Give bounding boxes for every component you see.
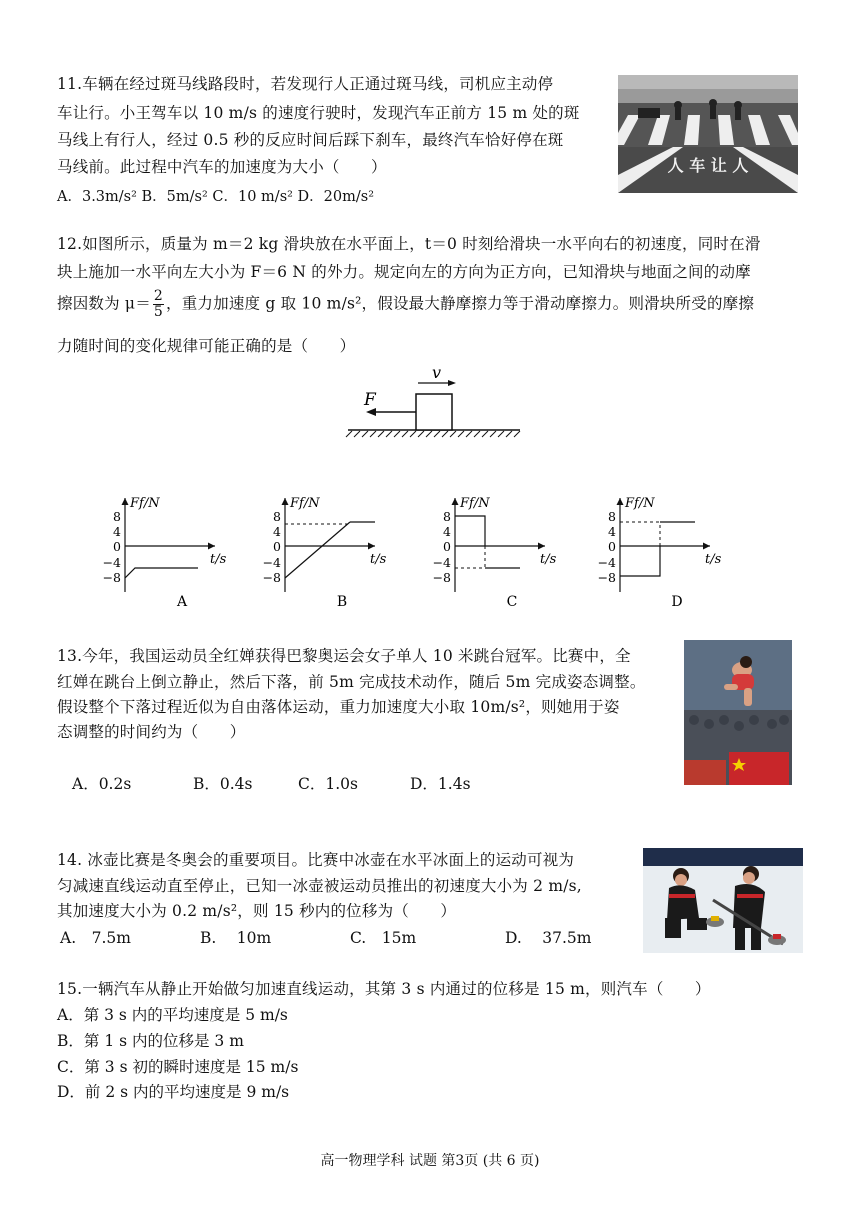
q11-line-3: 马线上有行人，经过 0.5 秒的反应时间后踩下刹车，最终汽车恰好停在斑 (57, 131, 564, 149)
q14-line-3: 其加速度大小为 0.2 m/s²，则 15 秒内的位移为（ ） (57, 902, 457, 920)
graph-a-tick-0: 0 (113, 539, 121, 554)
velocity-label: v (432, 363, 442, 382)
friction-graphs (90, 490, 740, 615)
q11-options: A．3.3m/s² B．5m/s² C．10 m/s² D．20m/s² (57, 189, 375, 205)
graph-c-tick-m8: −8 (432, 570, 451, 585)
graph-b-xlabel: t/s (370, 552, 387, 567)
graph-b-label: B (336, 594, 348, 610)
graph-c-xlabel: t/s (540, 552, 557, 567)
graph-d-tick-m8: −8 (597, 570, 616, 585)
q11-line-4: 马线前。此过程中汽车的加速度为大小（ ） (57, 158, 387, 176)
q11-line-1: 11.车辆在经过斑马线路段时，若发现行人正通过斑马线，司机应主动停 (57, 75, 554, 93)
q13-line-1: 13.今年，我国运动员全红婵获得巴黎奥运会女子单人 10 米跳台冠军。比赛中，全 (57, 647, 631, 665)
graph-c-tick-8: 8 (443, 509, 451, 524)
q13-line-4: 态调整的时间约为（ ） (57, 723, 246, 741)
graph-b-tick-m8: −8 (262, 570, 281, 585)
slider-block (416, 394, 452, 430)
block-force-diagram (340, 360, 530, 440)
q13-option-d: D．1.4s (410, 775, 471, 793)
graph-c-tick-4: 4 (443, 524, 451, 539)
graph-d-label: D (671, 594, 683, 610)
q15-option-c: C．第 3 s 初的瞬时速度是 15 m/s (57, 1058, 299, 1076)
graph-a (103, 496, 227, 610)
diver-photo (684, 640, 792, 785)
q12-line-3-rest: ，重力加速度 g 取 10 m/s²，假设最大静摩擦力等于滑动摩擦力。则滑块所受的摩擦 (166, 294, 755, 313)
graph-c-tick-0: 0 (443, 539, 451, 554)
q13-line-3: 假设整个下落过程近似为自由落体运动，重力加速度大小取 10m/s²，则她用于姿 (57, 698, 620, 716)
graph-d-xlabel: t/s (705, 552, 722, 567)
graph-c (433, 496, 557, 610)
q12-line-2: 块上施加一水平向左大小为 F＝6 N 的外力。规定向左的方向为正方向，已知滑块与地面之间的动摩 (57, 263, 751, 281)
q13-option-b: B．0.4s (193, 775, 253, 793)
graph-b-tick-4: 4 (273, 524, 281, 539)
q13-option-c: C．1.0s (298, 775, 358, 793)
graph-c-tick-m4: −4 (432, 555, 451, 570)
q11-line-2: 车让行。小王驾车以 10 m/s 的速度行驶时，发现汽车正前方 15 m 处的斑 (57, 104, 580, 122)
q12-line-3 (57, 289, 754, 320)
q15-option-a: A．第 3 s 内的平均速度是 5 m/s (57, 1006, 288, 1024)
graph-a-tick-8: 8 (113, 509, 121, 524)
graph-b-tick-m4: −4 (262, 555, 281, 570)
q14-option-d: D. 37.5m (505, 929, 592, 947)
graph-a-xlabel: t/s (210, 552, 227, 567)
graph-d-tick-8: 8 (608, 509, 616, 524)
q15-stem: 15.一辆汽车从静止开始做匀加速直线运动，其第 3 s 内通过的位移是 15 m，则汽车（ ） (57, 980, 711, 998)
graph-d-tick-4: 4 (608, 524, 616, 539)
crosswalk-photo (618, 75, 798, 193)
page-footer: 高一物理学科 试题 第3页 (共 6 页) (320, 1153, 540, 1169)
frac-numerator: 2 (153, 288, 164, 304)
graph-b (263, 496, 387, 610)
q12-line-1: 12.如图所示，质量为 m＝2 kg 滑块放在水平面上，t＝0 时刻给滑块一水平向右的初速度，同时在滑 (57, 235, 761, 253)
graph-a-tick-m8: −8 (102, 570, 121, 585)
mu-fraction (153, 289, 164, 320)
graph-a-ylabel: Ff/N (130, 496, 160, 511)
q14-line-2: 匀减速直线运动直至停止，已知一冰壶被运动员推出的初速度大小为 2 m/s, (57, 877, 582, 895)
force-label: F (364, 390, 376, 410)
q14-line-1: 14. 冰壶比赛是冬奥会的重要项目。比赛中冰壶在水平冰面上的运动可视为 (57, 851, 575, 869)
graph-d-tick-m4: −4 (597, 555, 616, 570)
q15-option-d: D．前 2 s 内的平均速度是 9 m/s (57, 1083, 290, 1101)
graph-a-tick-4: 4 (113, 524, 121, 539)
graph-d-ylabel: Ff/N (625, 496, 655, 511)
q14-option-a: A. 7.5m (60, 929, 131, 947)
graph-b-tick-8: 8 (273, 509, 281, 524)
graph-c-ylabel: Ff/N (460, 496, 490, 511)
q12-mu-text: 擦因数为 μ＝ (57, 294, 151, 313)
graph-d (598, 496, 722, 610)
q13-line-2: 红婵在跳台上倒立静止，然后下落，前 5m 完成技术动作，随后 5m 完成姿态调整。 (57, 673, 646, 691)
curling-photo (643, 848, 803, 953)
q14-option-c: C. 15m (350, 929, 417, 947)
q12-line-4: 力随时间的变化规律可能正确的是（ ） (57, 337, 356, 355)
graph-b-ylabel: Ff/N (290, 496, 320, 511)
crosswalk-road-text: 人 车 让 人 (667, 156, 749, 175)
q15-option-b: B．第 1 s 内的位移是 3 m (57, 1032, 244, 1050)
graph-a-tick-m4: −4 (102, 555, 121, 570)
q14-option-b: B. 10m (200, 929, 272, 947)
graph-a-label: A (176, 594, 188, 610)
graph-c-label: C (506, 594, 518, 610)
q13-option-a: A．0.2s (72, 775, 132, 793)
frac-denominator: 5 (153, 304, 164, 320)
graph-d-tick-0: 0 (608, 539, 616, 554)
graph-b-tick-0: 0 (273, 539, 281, 554)
